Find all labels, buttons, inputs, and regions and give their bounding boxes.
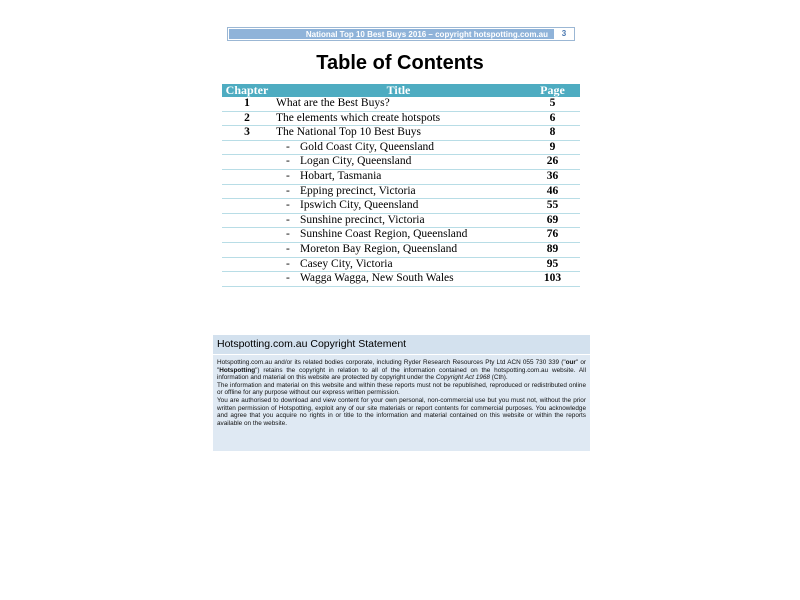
copyright-act-name: Copyright Act 1968 bbox=[435, 374, 490, 382]
toc-title-text: Moreton Bay Region, Queensland bbox=[300, 242, 458, 255]
copyright-text: (Cth). bbox=[489, 374, 508, 382]
toc-row bbox=[222, 140, 580, 155]
toc-title-text: Casey City, Victoria bbox=[300, 257, 393, 270]
toc-table bbox=[222, 84, 580, 287]
toc-title-cell bbox=[272, 97, 525, 111]
running-header bbox=[227, 27, 575, 41]
toc-sub-dash: - bbox=[286, 228, 290, 241]
toc-page-cell: 26 bbox=[525, 155, 580, 170]
toc-title-text: Wagga Wagga, New South Wales bbox=[300, 272, 454, 285]
toc-title-text: The elements which create hotspots bbox=[276, 111, 441, 124]
toc-body bbox=[222, 97, 580, 286]
toc-page-cell: 76 bbox=[525, 228, 580, 243]
toc-title-cell bbox=[272, 126, 525, 141]
copyright-text: ") retains the copyright in relation to all of the information contained on the hotspotting.com.au website. All information and material on this website are protected by copyright under the bbox=[217, 366, 586, 382]
toc-title-cell bbox=[272, 257, 525, 272]
copyright-term-our: our bbox=[565, 359, 576, 366]
toc-title-text: Epping precinct, Victoria bbox=[300, 184, 416, 197]
toc-header-row bbox=[222, 84, 580, 97]
toc-chapter-cell bbox=[222, 140, 272, 155]
copyright-text: " or " bbox=[217, 359, 587, 374]
toc-title-text: What are the Best Buys? bbox=[276, 97, 390, 109]
toc-title-cell bbox=[272, 242, 525, 257]
toc-page-cell: 5 bbox=[525, 97, 580, 111]
toc-title-text: Ipswich City, Queensland bbox=[300, 199, 419, 212]
toc-chapter-cell: 2 bbox=[222, 111, 272, 126]
toc-sub-dash: - bbox=[286, 140, 290, 153]
toc-title-text: Gold Coast City, Queensland bbox=[300, 140, 435, 153]
toc-title-cell bbox=[272, 213, 525, 228]
toc-page-cell: 95 bbox=[525, 257, 580, 272]
toc-page-cell: 6 bbox=[525, 111, 580, 126]
col-header-title: Title bbox=[272, 84, 525, 97]
toc-row bbox=[222, 228, 580, 243]
toc-row bbox=[222, 97, 580, 111]
page-number: 3 bbox=[554, 28, 574, 40]
toc-title-cell bbox=[272, 155, 525, 170]
toc-title-text: Logan City, Queensland bbox=[300, 155, 412, 168]
toc-sub-dash: - bbox=[286, 199, 290, 212]
toc-row bbox=[222, 155, 580, 170]
toc-chapter-cell: 1 bbox=[222, 97, 272, 111]
toc-title-cell bbox=[272, 228, 525, 243]
toc-row bbox=[222, 242, 580, 257]
toc-sub-dash: - bbox=[286, 257, 290, 270]
toc-chapter-cell bbox=[222, 242, 272, 257]
toc-title-cell bbox=[272, 169, 525, 184]
copyright-paragraph-2: The information and material on this website and within these reports must not be republished, reproduced or redistributed online or offline for any purpose without our express written permission. bbox=[217, 381, 586, 397]
toc-page-cell: 89 bbox=[525, 242, 580, 257]
toc-title-cell bbox=[272, 140, 525, 155]
toc-page-cell: 103 bbox=[525, 272, 580, 287]
copyright-paragraph-1 bbox=[217, 359, 586, 382]
toc-chapter-cell bbox=[222, 272, 272, 287]
toc-title-cell bbox=[272, 199, 525, 214]
toc-sub-dash: - bbox=[286, 169, 290, 182]
copyright-box bbox=[213, 335, 590, 451]
toc-page-cell: 8 bbox=[525, 126, 580, 141]
toc-sub-dash: - bbox=[286, 272, 290, 285]
copyright-body bbox=[213, 355, 590, 427]
copyright-heading: Hotspotting.com.au Copyright Statement bbox=[213, 335, 590, 355]
toc-page-cell: 36 bbox=[525, 169, 580, 184]
toc-chapter-cell bbox=[222, 169, 272, 184]
toc-chapter-cell bbox=[222, 184, 272, 199]
toc-heading: Table of Contents bbox=[316, 52, 484, 74]
toc-row bbox=[222, 184, 580, 199]
running-header-title: National Top 10 Best Buys 2016 – copyright hotspotting.com.au bbox=[229, 29, 554, 39]
copyright-text: Hotspotting.com.au and/or its related bodies corporate, including Ryder Research Resources Pty Ltd ACN 055 730 339 (" bbox=[217, 359, 566, 366]
toc-row bbox=[222, 272, 580, 287]
toc-row bbox=[222, 213, 580, 228]
toc-row bbox=[222, 199, 580, 214]
toc-row bbox=[222, 257, 580, 272]
toc-title-text: Sunshine precinct, Victoria bbox=[300, 213, 425, 226]
toc-row bbox=[222, 126, 580, 141]
toc-sub-dash: - bbox=[286, 242, 290, 255]
toc-sub-dash: - bbox=[286, 184, 290, 197]
toc-title-cell bbox=[272, 184, 525, 199]
toc-chapter-cell bbox=[222, 155, 272, 170]
copyright-term-hotspotting: Hotspotting bbox=[219, 366, 256, 374]
toc-row bbox=[222, 169, 580, 184]
toc-chapter-cell bbox=[222, 199, 272, 214]
col-header-chapter: Chapter bbox=[222, 84, 272, 97]
toc-page-cell: 9 bbox=[525, 140, 580, 155]
toc-sub-dash: - bbox=[286, 155, 290, 168]
toc-chapter-cell bbox=[222, 213, 272, 228]
toc-page-cell: 69 bbox=[525, 213, 580, 228]
toc-chapter-cell bbox=[222, 257, 272, 272]
toc-page-cell: 55 bbox=[525, 199, 580, 214]
toc-title-cell bbox=[272, 111, 525, 126]
toc-row bbox=[222, 111, 580, 126]
toc-title-text: The National Top 10 Best Buys bbox=[276, 126, 421, 139]
toc-title-text: Sunshine Coast Region, Queensland bbox=[300, 228, 468, 241]
toc-chapter-cell: 3 bbox=[222, 126, 272, 141]
toc-title-cell bbox=[272, 272, 525, 287]
toc-sub-dash: - bbox=[286, 213, 290, 226]
toc-page-cell: 46 bbox=[525, 184, 580, 199]
toc-title-text: Hobart, Tasmania bbox=[300, 169, 382, 182]
col-header-page: Page bbox=[525, 84, 580, 97]
copyright-paragraph-3: You are authorised to download and view content for your own personal, non-commercial use but you must not, without the prior written permission of Hotspotting, exploit any of our site materials or report contents for commercial purposes. You acknowledge and agree that you acquire no rights in or title to the information and material contained on this website or within the reports available on the website. bbox=[217, 396, 586, 427]
toc-chapter-cell bbox=[222, 228, 272, 243]
